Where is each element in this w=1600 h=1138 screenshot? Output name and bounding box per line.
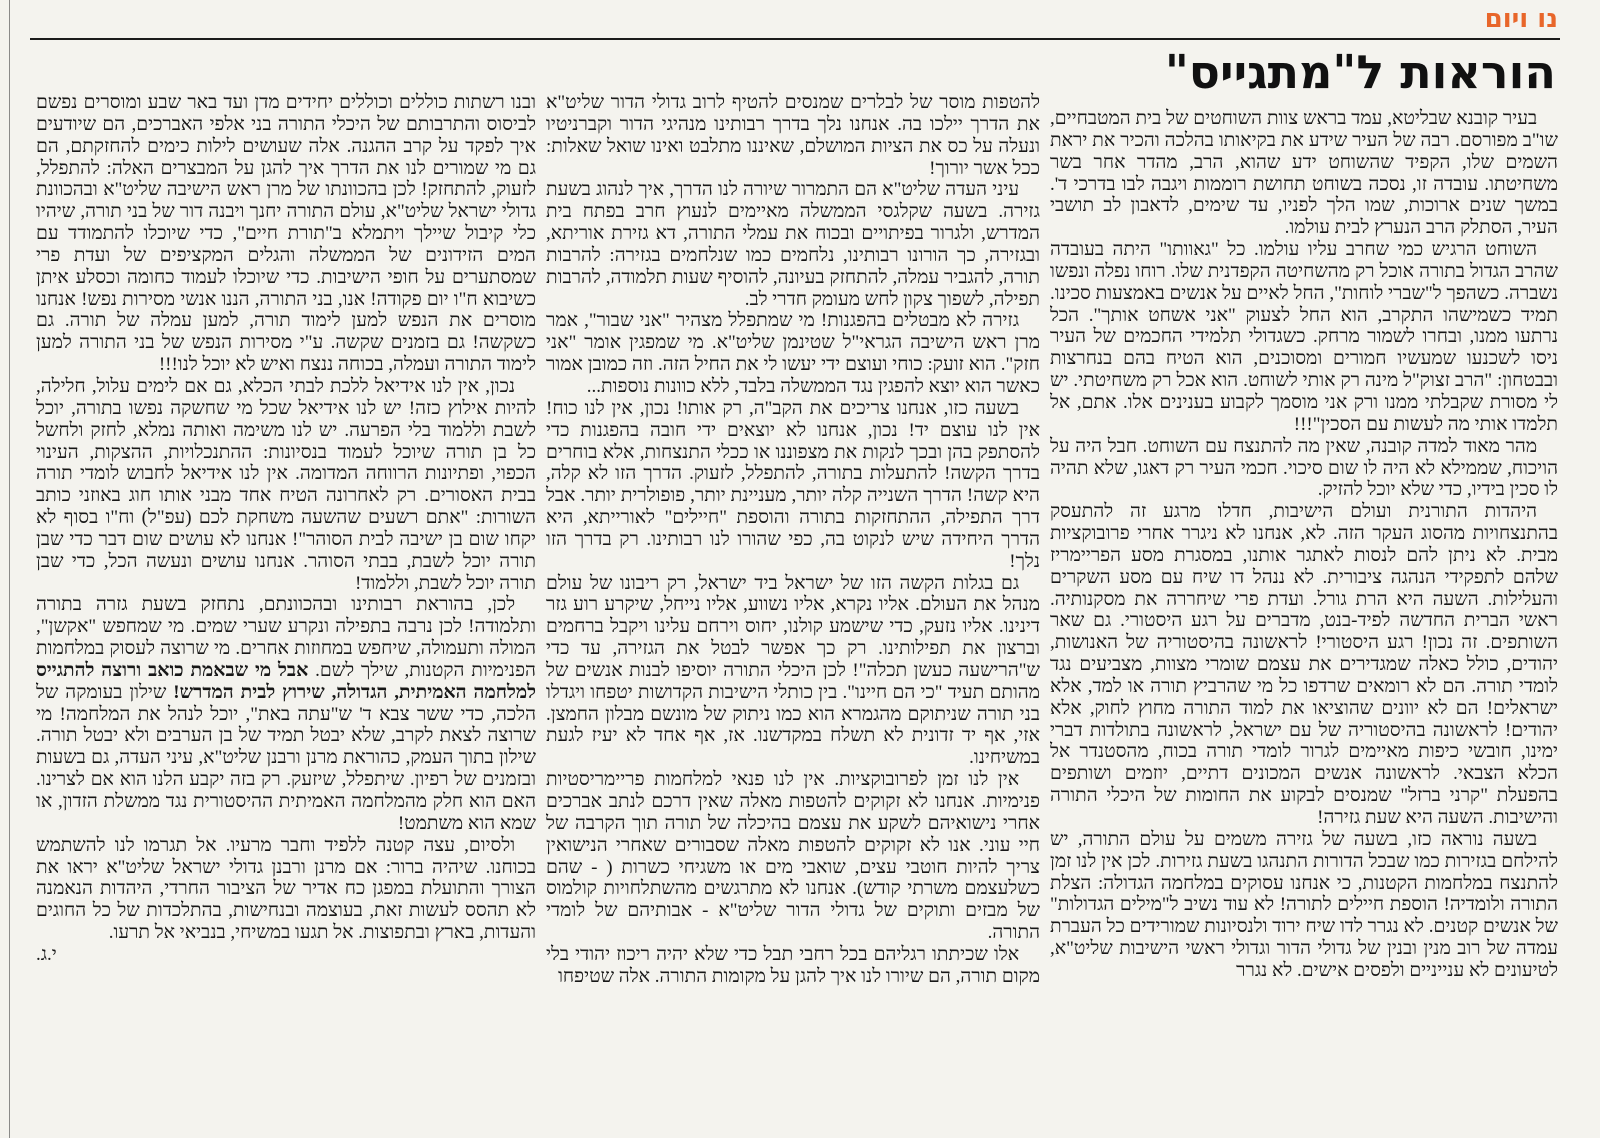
section-logo-text: נו ויום bbox=[1484, 4, 1558, 34]
article-paragraph: נכון, אין לנו אידיאל ללכת לבתי הכלא, גם אם לימים עלול, חלילה, להיות אילוץ כזה! יש לנו אידיאל שכל מי שחשקה נפשו בתורה, יוכל לשבת וללמוד בלי הפרעה. יש לנו משימה ואותה נמלא, לחזק ולחשל כל בן תורה שיוכל לעמוד בנסיונות: ההתנכלויות, ההצקות, העינוי הכפוי, ופתיונות הרווחה המדומה. אין לנו אידיאל לחבוש לומדי תורה בבית האסורים. רק לאחרונה הטיח אחד מבני אותו חוג באוזני כותב השורות: "אתם רשעים שהשעה משחקת לכם (עפ"ל) וח"ו בסוף לא יקחו שום בן ישיבה לבית הסוהר"! אנחנו לא עושים שום דבר כדי שבן תורה יוכל לשבת, בבתי הסוהר. אנחנו עושים ונעשה הכל, כדי שבן תורה יוכל לשבת, וללמוד! bbox=[36, 375, 536, 594]
article-paragraph: ולסיום, עצה קטנה ללפיד וחבר מרעיו. אל תגרמו לנו להשתמש בכוחנו. שיהיה ברור: אם מרנן ורבנן גדולי ישראל שליט"א יראו את הצורך והתועלת במפגן כח אדיר של הציבור החרדי, היהדות הנאמנה לא תהסס לעשות זאת, בעוצמה ובנחישות, בהתלכדות של כל החוגים והעדות, בארץ ובתפוצות. אל תגעו במשיחי, בנביאי אל תרעו. bbox=[36, 834, 536, 944]
article-paragraph: גזירה לא מבטלים בהפגנות! מי שמתפלל מצהיר "אני שבור", אמר מרן ראש הישיבה הגראי"ל שטינמן שליט"א. מי שמפגין אומר "אני חזק". הוא זועק: כוחי ועוצם ידי יעשו לי את החיל הזה. וזה כמובן אמור כאשר הוא יוצא להפגין נגד הממשלה בלבד, ללא כוונות נוספות... bbox=[546, 310, 1040, 397]
article-column-left bbox=[36, 92, 536, 1130]
article-paragraph: היהדות התורנית ועולם הישיבות, חדלו מרגע זה להתעסק בהתנצחויות מהסוג העקר הזה. לא, אנחנו לא ניגרר אחרי פרובוקציות מבית. לא ניתן להם לנסות לאתגר אותנו, במסגרת מסע הפריימריז שלהם לתפקידי הנהגה ציבורית. לא ננהל דו שיח עם מסע השקרים והעלילות. השעה היא הרת גורל. ועדת פרי שיחררה את מסקנותיה. ראשי הברית החדשה לפיד-בנט, מדברים על רגע היסטורי. גם שאר השותפים. זה נכון! רגע היסטורי! לראשונה בהיסטוריה של האנושות, יהודים, כולל כאלה שמגדירים את עצמם שומרי מצוות, מצביעים נגד לומדי תורה. הם לא רומאים שרדפו כל מי שהרביץ תורה או למד, אלא ישראלים! הם לא יוונים שהוציאו את למוד התורה מחוץ לחוק, אלא יהודים! לראשונה בהיסטוריה של עם ישראל, לראשונה בתולדות דברי ימינו, חובשי כיפות מאיימים לגרור לומדי תורה בכוח, מהסטנדר אל הכלא הצבאי. לראשונה אנשים המכונים דתיים, יוזמים ושותפים בהפעלת "קרני ברזל" שמנסים לבקוע את החומות של היכלי התורה והישיבות. השעה היא שעת גזירה! bbox=[1050, 501, 1558, 828]
article-paragraph: בעיר קובנא שבליטא, עמד בראש צוות השוחטים של בית המטבחיים, שו"ב מפורסם. רבה של העיר שידע את בקיאותו בהלכה והכיר את יראת השמים שלו, הקפיד שהשוחט ידע שהוא, הרב, מהדר אחר בשר משחיטתו. עובדה זו, נסכה בשוחט תחושת רוממות ויגבה לבו בדרכי ד'. במשך שנים ארוכות, שמו הלך לפניו, עד שימים, לדאבון לב תושבי העיר, הסתלק הרב הנערץ לבית עולמו. bbox=[1050, 108, 1558, 239]
article-paragraph: בשעה כזו, אנחנו צריכים את הקב"ה, רק אותו! נכון, אין לנו כוח! אין לנו עוצם יד! נכון, אנחנו לא יוצאים ידי חובה בהפגנות כדי להסתפק בהן ובכך לנקות את מצפוננו או ככלי התנצחות, אלא בוחרים בדרך הקשה! להתעלות בתורה, להתפלל, לזעוק. הדרך הזו לא קלה, היא קשה! הדרך השנייה קלה יותר, מעניינת יותר, פופולרית יותר. אבל דרך התפילה, ההתחזקות בתורה והוספת "חיילים" לאורייתא, היא הדרך היחידה שיש לנקוט בה, כפי שהורו לנו רבותינו. רק בדרך הזו נלך! bbox=[546, 397, 1040, 572]
scan-edge-line bbox=[9, 0, 10, 1138]
article-column-middle bbox=[546, 92, 1040, 1130]
article-paragraph: גם בגלות הקשה הזו של ישראל ביד ישראל, רק ריבונו של עולם מנהל את העולם. אליו נקרא, אליו נשווע, אליו נייחל, שיקרע רוע גזר דינינו. אליו נזעק, כדי שישמע קולנו, יחוס וירחם עלינו ויקבל ברחמים וברצון את תפילותינו. רק כך אפשר לבטל את הגזירה, עד כדי ש"הרישעה כעשן תכלה"! לכן היכלי התורה יוסיפו לבנות אנשים של מהותם תעיד "כי הם חיינו". בין כותלי הישיבות הקדושות יטפחו ויגדלו בני תורה שניתוקם מהגמרא הוא כמו ניתוק של מונשם מבלון החמצן. אזי, אף יד זדונית לא תשלח במקדשנו. אז, אף אחד לא יעיז לגעת במשיחינו. bbox=[546, 572, 1040, 769]
article-paragraph: השוחט הרגיש כמי שחרב עליו עולמו. כל "גאוותו" היתה בעובדה שהרב הגדול בתורה אוכל רק מהשחיטה הקפדנית שלו. רוחו נפלה ונפשו נשברה. כשהפך ל"שברי לוחות", החל לאיים על אנשים באמצעות סכינו. תמיד כשמישהו התקרב, הוא החל לצעוק "אני אשחט אותך". הכל נרתעו ממנו, ובחרו לשמור מרחק. כשגדולי תלמידי החכמים של העיר ניסו לשכנעו שמעשיו חמורים ומסוכנים, הוא הטיח בהם בנחרצות ובבטחון: "הרב זצוק"ל מינה רק אותי לשוחט. הוא אכל רק משחיטתי. יש לי מסורת שקבלתי ממנו ורק אני מוסמך לקבוע בענינים אלו. אתם, אל תלמדו אותי מה לעשות עם הסכין"!!! bbox=[1050, 239, 1558, 435]
header-rule bbox=[30, 38, 1560, 40]
article-paragraph: מהר מאוד למדה קובנה, שאין מה להתנצח עם השוחט. חבל היה על הויכוח, שממילא לא היה לו שום סיכוי. חכמי העיר רק דאגו, שלא תהיה לו סכין בידיו, כדי שלא יוכל להזיק. bbox=[1050, 435, 1558, 501]
paragraph-text: שילון בעומקה של הלכה, כדי ששר צבא ד' ש"עתה באת", יוכל לנהל את המלחמה! מי שרוצה לצאת לקרב, שלא יבטל תמיד של בן הערבים ולא יבטל תורה. שילון בתוך העמק, כהוראת מרנן ורבנן שליט"א, עיני העדה, גם בשעות ובזמנים של רפיון. שיתפלל, שיזעק. רק בזה יקבע הלנו הוא אם לצרינו. האם הוא חלק מהמלחמה האמיתית ההיסטורית נגד ממשלת הזדון, או שמא הוא משתמט! bbox=[36, 681, 536, 834]
article-paragraph bbox=[36, 594, 536, 834]
article-paragraph: אלו שכיתתו רגליהם בכל רחבי תבל כדי שלא יהיה ריכוז יהודי בלי מקום תורה, הם שיורו לנו איך להגן על מקומות התורה. אלה שטיפחו bbox=[546, 943, 1040, 987]
article-paragraph: אין לנו זמן לפרובוקציות. אין לנו פנאי למלחמות פריימריסטיות פנימיות. אנחנו לא זקוקים להטפות מאלה שאין דרכם לנתב אברכים אחרי נישואיהם לשקע את עצמם בהיכלה של תורה תוך הקרבה של חיי עוני. אנו לא זקוקים להטפות מאלה שסבורים שאחרי הנישואין צריך להיות חוטבי עצים, שואבי מים או משגיחי כשרות ( - שהם כשלעצמם משרתי קודש). אנחנו לא מתרגשים מהשתלחויות קולמוס של מבזים ותוקים של גדולי הדור שליט"א - אבותיהם של לומדי התורה. bbox=[546, 769, 1040, 944]
article-paragraph: ובנו רשתות כוללים וכוללים יחידים מדן ועד באר שבע ומוסרים נפשם לביסוס והתרבותם של היכלי התורה בני אלפי האברכים, הם שיודעים איך לפקד על קרב ההגנה. אלה שעושים לילות כימים להחזקתם, הם גם מי שמורים לנו את הדרך איך להגן על המבצרים האלה: להתפלל, לזעוק, להתחזק! לכן בהכוונתו של מרן ראש הישיבה שליט"א ובהכוונת גדולי ישראל שליט"א, עולם התורה יחנך ויבנה דור של בני תורה, שיהיו כלי קיבול שיילך ויתמלא ב"תורת חיים", כדי שיוכלו להתמודד עם המים הזידונים של הממשלה והגלים המקציפים של ועדת פרי שמסתערים על חופי הישיבות. כדי שיוכלו לעמוד כחומה וכסלע איתן כשיבוא ח"ו יום פקודה! אנו, בני התורה, הננו אנשי מסירות נפש! אנחנו מוסרים את הנפש למען לימוד תורה, למען עמלה של תורה. גם כשקשה! גם בזמנים שקשה. ע"י מסירות הנפש של בני התורה למען לימוד התורה ועמלה, בכוחה ננצח ואיש לא יוכל לנו!!! bbox=[36, 92, 536, 376]
paragraph-text: לכן, בהוראת רבותינו ובהכוונתם, נתחזק בשעת גזרה בתורה ותלמודה! לכן נרבה בתפילה ונקרע שערי שמים. מי שמחפש "אקשן", המולה ותעמולה, שיחפש במחוזות אחרים. מי שרוצה לעסוק במלחמות הפנימיות הקטנות, שילך לשם. bbox=[36, 594, 536, 681]
article-paragraph: בשעה נוראה כזו, בשעה של גזירה משמים על עולם התורה, יש להילחם בגזירות כמו שבכל הדורות התנהגו בשעת גזירות. לכן אין לנו זמן להתנצח במלחמות הקטנות, כי אנחנו עסוקים במלחמה הגדולה: הצלת התורה ולומדיה! הוספת חיילים לתורה! לא עוד נשיב ל"מילים הגדולות" של אנשים קטנים. לא נגרר לדו שיח ירוד ולנסיונות שמורידים כל העברת עמדה של רוב מנין ובנין של גדולי הדור וגדולי ראשי הישיבות שליט"א, לטיעונים לא ענייניים ולפסים אישים. לא נגרר bbox=[1050, 828, 1558, 981]
article-column-right bbox=[1050, 108, 1558, 1128]
article-paragraph: עיני העדה שליט"א הם התמרור שיורה לנו הדרך, איך לנהוג בשעת גזירה. בשעה שקלגסי הממשלה מאיימים לנעוץ חרב בפתח בית המדרש, ולגרור בפיתויים ובכוח את עמלי התורה, דא גזירת אוריתא, ובגזירה, כך הורונו רבותינו, נלחמים כמו שנלחמים בגזירה: להרבות תורה, להגביר עמלה, להתחזק בעיונה, להוסיף שעות תלמודה, להרבות תפילה, לשפוך צקון לחש מעומק חדרי לב. bbox=[546, 179, 1040, 310]
author-initials: י.ג. bbox=[36, 943, 57, 965]
article-paragraph: להטפות מוסר של לבלרים שמנסים להטיף לרוב גדולי הדור שליט"א את הדרך יילכו בה. אנחנו נלך בדרך רבותינו מנהיגי הדור וקברניטיו ונעלה על כס את הציות המושלם, שאיננו מתלבט ואינו שואל שאלות: ככל אשר יורוך! bbox=[546, 92, 1040, 179]
emphasized-text: אבל מי שבאמת כואב ורוצה להתגייס למלחמה האמיתית, הגדולה, שירוץ לבית המדרש! bbox=[36, 659, 536, 703]
headline: הוראות ל"מתגייס" bbox=[1164, 45, 1556, 99]
